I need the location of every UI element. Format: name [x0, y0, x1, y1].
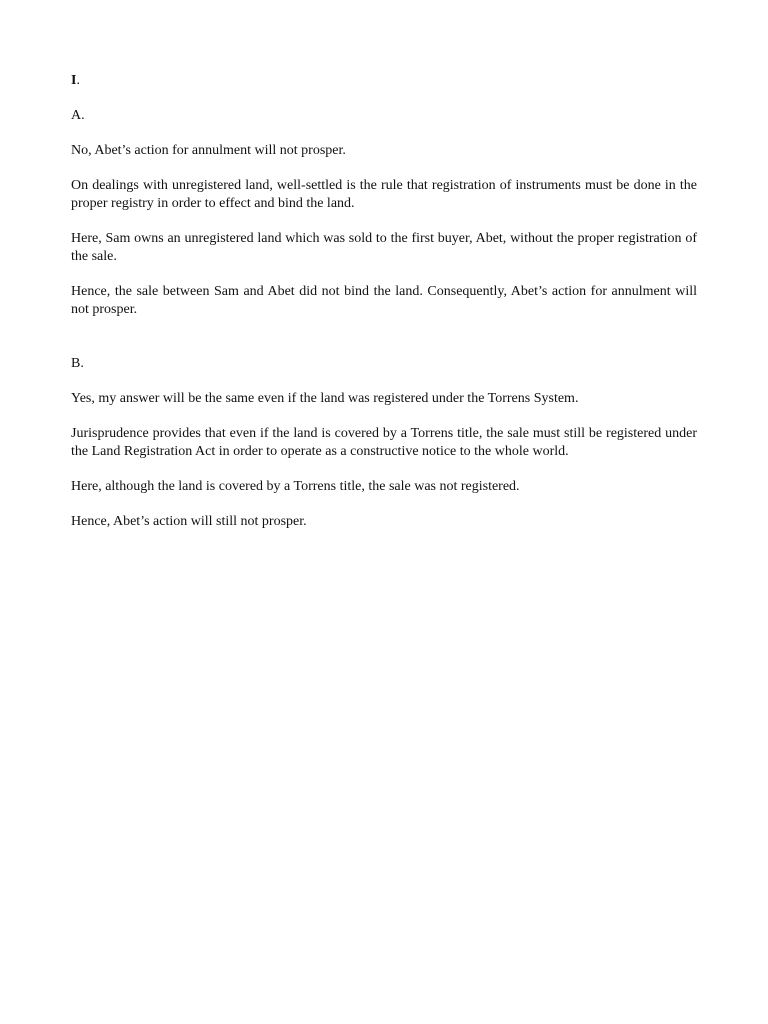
- section-a-paragraph-3: Here, Sam owns an unregistered land which was sold to the first buyer, Abet, without the proper registration of the sale.: [71, 231, 697, 264]
- section-a-paragraph-4: Hence, the sale between Sam and Abet did not bind the land. Consequently, Abet’s action for annulment will not prosper.: [71, 284, 697, 317]
- section-a-paragraph-1: No, Abet’s action for annulment will not prosper.: [71, 143, 346, 158]
- section-b-paragraph-1: Yes, my answer will be the same even if the land was registered under the Torrens System.: [71, 391, 579, 406]
- part-heading-period: .: [76, 73, 80, 88]
- section-a-label: A.: [71, 108, 85, 123]
- section-a: [71, 107, 697, 319]
- section-b-paragraph-3: Here, although the land is covered by a Torrens title, the sale was not registered.: [71, 479, 520, 494]
- document-page: [71, 72, 697, 548]
- part-heading: [71, 72, 697, 90]
- section-b-label: B.: [71, 356, 84, 371]
- part-heading-numeral: I: [71, 73, 77, 88]
- section-b-paragraph-2: Jurisprudence provides that even if the land is covered by a Torrens title, the sale must still be registered under the Land Registration Act in order to operate as a constructive notice to the whole world.: [71, 426, 697, 459]
- section-b-paragraph-4: Hence, Abet’s action will still not prosper.: [71, 514, 307, 529]
- section-a-paragraph-2: On dealings with unregistered land, well-settled is the rule that registration of instruments must be done in the proper registry in order to effect and bind the land.: [71, 178, 697, 211]
- section-b: [71, 355, 697, 531]
